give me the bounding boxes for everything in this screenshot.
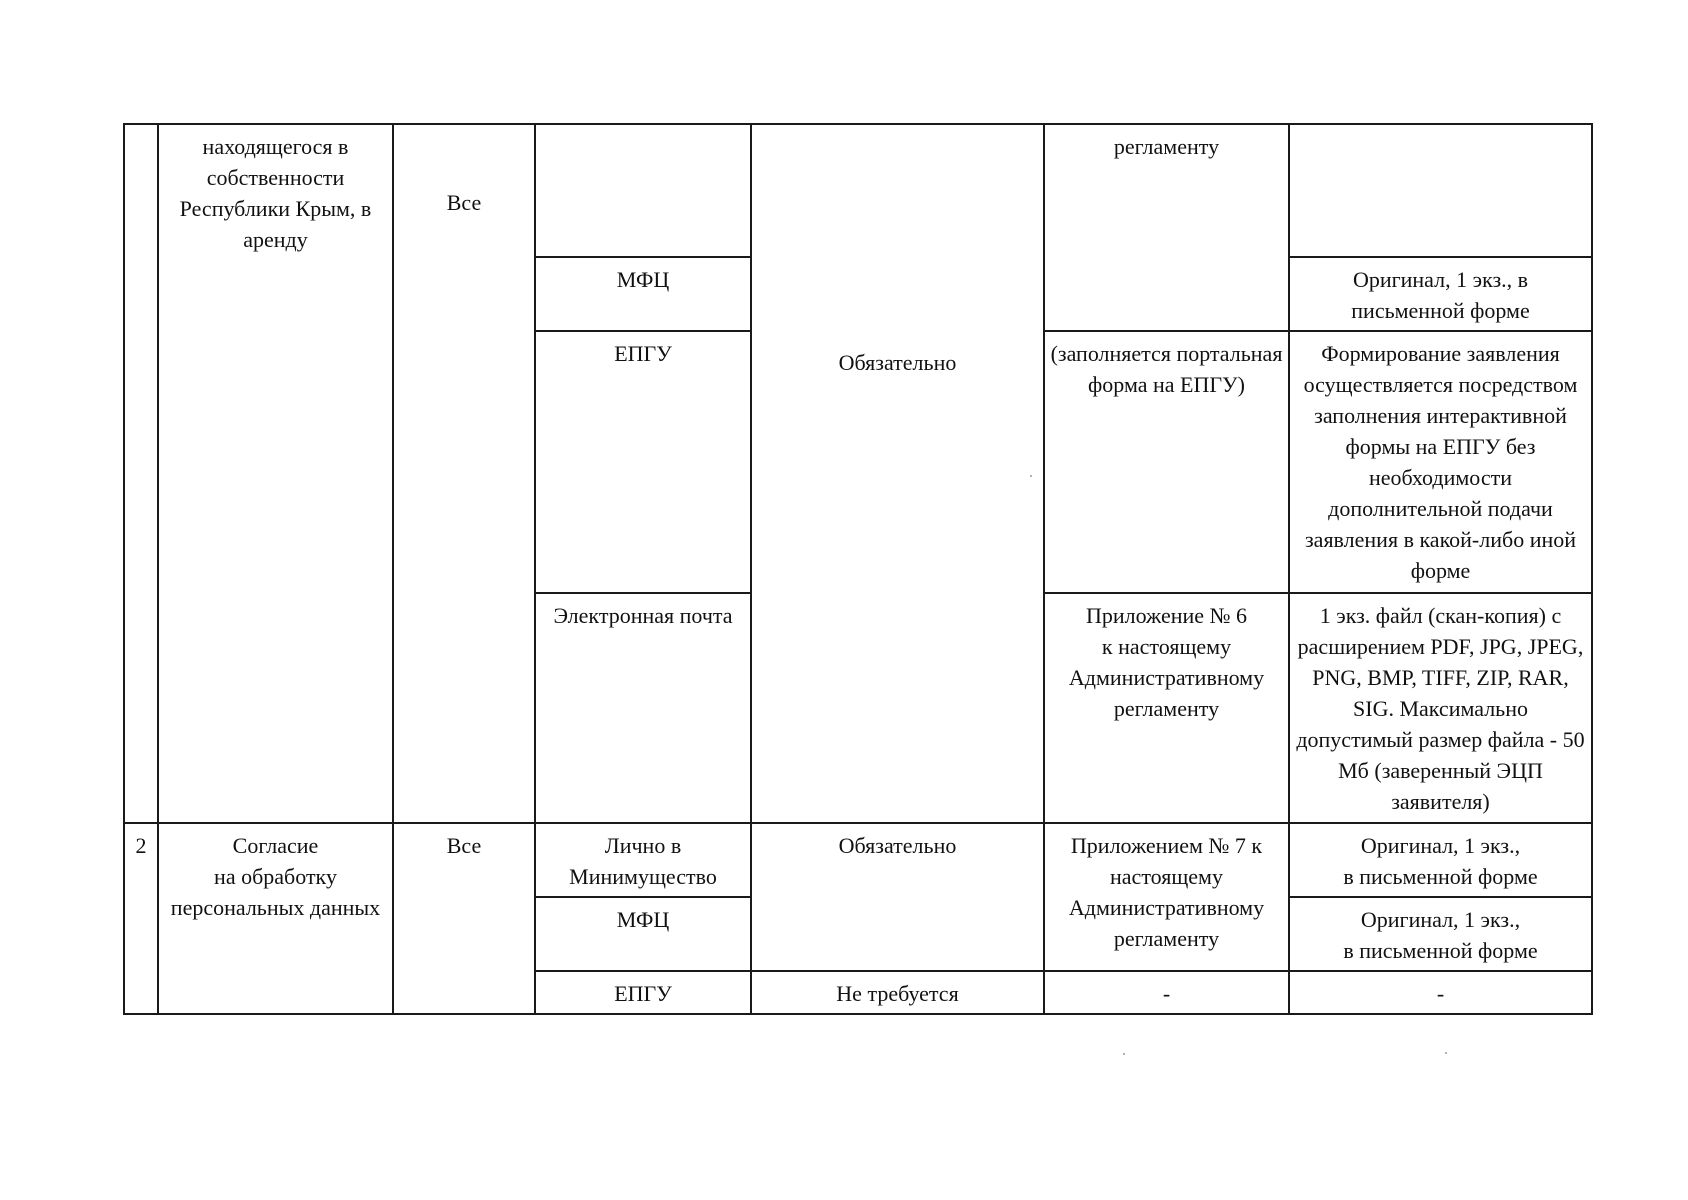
table-row — [124, 823, 1592, 897]
note-cell: Формирование заявления осуществляется посредством заполнения интерактивной формы на ЕПГУ без необходимости дополнительной подачи заявления в какой-либо иной форме — [1289, 331, 1592, 593]
document-name-cell: Согласие на обработку персональных данных — [158, 823, 393, 1014]
note-cell: 1 экз. файл (скан-копия) с расширением PDF, JPG, JPEG, PNG, BMP, TIFF, ZIP, RAR, SIG. Максимально допустимый размер файла - 50 Мб (заверенный ЭЦП заявителя) — [1289, 593, 1592, 823]
note-cell: - — [1289, 971, 1592, 1014]
requirement-cell: Обязательно — [751, 823, 1044, 971]
submission-method-cell — [535, 124, 751, 257]
note-cell: Оригинал, 1 экз., в письменной форме — [1289, 823, 1592, 897]
form-cell: (заполняется портальная форма на ЕПГУ) — [1044, 331, 1289, 593]
requirement-cell: Обязательно — [751, 124, 1044, 823]
form-cell: регламенту — [1044, 124, 1289, 331]
table-row — [124, 124, 1592, 257]
form-cell: - — [1044, 971, 1289, 1014]
submission-method-cell: ЕПГУ — [535, 331, 751, 593]
submission-method-cell: ЕПГУ — [535, 971, 751, 1014]
note-cell — [1289, 124, 1592, 257]
requirement-cell: Не требуется — [751, 971, 1044, 1014]
submission-method-cell: МФЦ — [535, 897, 751, 971]
form-cell: Приложение № 6 к настоящему Административному регламенту — [1044, 593, 1289, 823]
note-cell: Оригинал, 1 экз., в письменной форме — [1289, 257, 1592, 331]
submission-method-cell: Электронная почта — [535, 593, 751, 823]
scan-speck — [1445, 1052, 1447, 1054]
scan-speck — [1030, 475, 1032, 477]
submission-method-cell: МФЦ — [535, 257, 751, 331]
row-number-cell — [124, 124, 158, 823]
applicant-category-cell: Все — [393, 124, 535, 823]
row-number-cell: 2 — [124, 823, 158, 1014]
documents-table — [123, 123, 1593, 1015]
form-cell: Приложением № 7 к настоящему Административному регламенту — [1044, 823, 1289, 971]
note-cell: Оригинал, 1 экз., в письменной форме — [1289, 897, 1592, 971]
document-name-cell: находящегося в собственности Республики Крым, в аренду — [158, 124, 393, 823]
submission-method-cell: Лично в Минимущество — [535, 823, 751, 897]
scan-speck — [1123, 1053, 1125, 1055]
applicant-category-cell: Все — [393, 823, 535, 1014]
